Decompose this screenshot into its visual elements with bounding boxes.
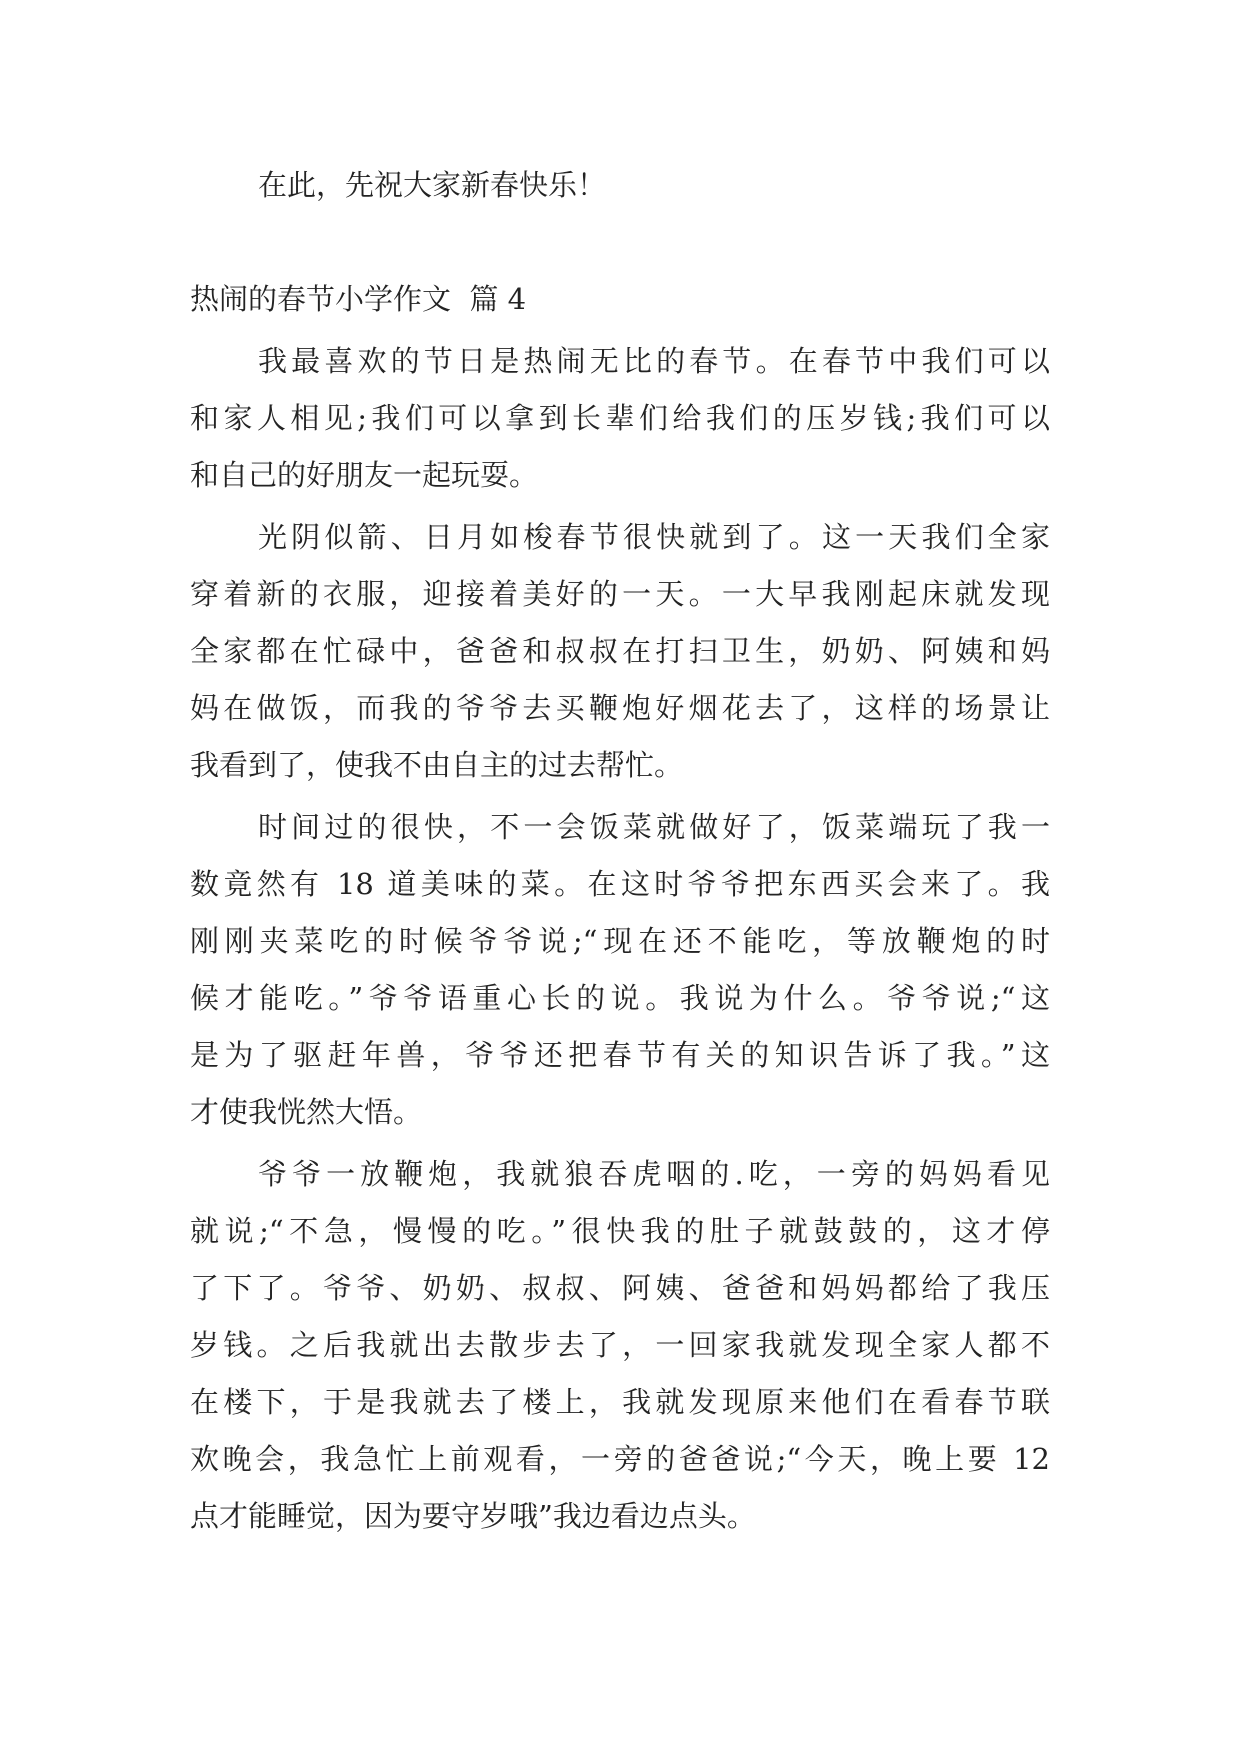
paragraph-line: 在楼下，于是我就去了楼上，我就发现原来他们在看春节联: [190, 1385, 1050, 1419]
paragraph-line: 我看到了，使我不由自主的过去帮忙。: [190, 748, 684, 782]
paragraph-line: 岁钱。之后我就出去散步去了，一回家我就发现全家人都不: [190, 1328, 1050, 1362]
greeting-paragraph: [190, 157, 1050, 214]
paragraph-2: [190, 509, 1050, 794]
paragraph-line: 爷爷一放鞭炮，我就狼吞虎咽的.吃，一旁的妈妈看见: [258, 1157, 1050, 1191]
paragraph-line: 全家都在忙碌中，爸爸和叔叔在打扫卫生，奶奶、阿姨和妈: [190, 634, 1050, 668]
paragraph-line: 时间过的很快，不一会饭菜就做好了，饭菜端玩了我一: [258, 810, 1050, 844]
paragraph-line: 候才能吃。”爷爷语重心长的说。我说为什么。爷爷说;“这: [190, 981, 1050, 1015]
paragraph-line: 和自己的好朋友一起玩耍。: [190, 458, 539, 492]
paragraph-line: 妈在做饭，而我的爷爷去买鞭炮好烟花去了，这样的场景让: [190, 691, 1050, 725]
paragraph-line: 刚刚夹菜吃的时候爷爷说;“现在还不能吃，等放鞭炮的时: [190, 924, 1050, 958]
paragraph-line: 了下了。爷爷、奶奶、叔叔、阿姨、爸爸和妈妈都给了我压: [190, 1271, 1050, 1305]
paragraph-line: 欢晚会，我急忙上前观看，一旁的爸爸说;“今天，晚上要 12: [190, 1442, 1050, 1476]
paragraph-line: 穿着新的衣服，迎接着美好的一天。一大早我刚起床就发现: [190, 577, 1050, 611]
paragraph-line: 就说;“不急，慢慢的吃。”很快我的肚子就鼓鼓的，这才停: [190, 1214, 1050, 1248]
greeting-line: 在此，先祝大家新春快乐！: [258, 168, 607, 202]
paragraph-line: 是为了驱赶年兽，爷爷还把春节有关的知识告诉了我。”这: [190, 1038, 1050, 1072]
paragraph-3: [190, 799, 1050, 1141]
paragraph-line: 点才能睡觉，因为要守岁哦”我边看边点头。: [190, 1499, 756, 1533]
paragraph-line: 数竟然有 18 道美味的菜。在这时爷爷把东西买会来了。我: [190, 867, 1050, 901]
paragraph-line: 我最喜欢的节日是热闹无比的春节。在春节中我们可以: [258, 344, 1050, 378]
paragraph-4: [190, 1146, 1050, 1545]
paragraph-line: 和家人相见;我们可以拿到长辈们给我们的压岁钱;我们可以: [190, 401, 1050, 435]
document-body: [190, 157, 1050, 1545]
paragraph-line: 才使我恍然大悟。: [190, 1095, 423, 1129]
paragraph-line: 光阴似箭、日月如梭春节很快就到了。这一天我们全家: [258, 520, 1050, 554]
paragraph-1: [190, 333, 1050, 504]
section-heading: 热闹的春节小学作文 篇 4: [190, 282, 527, 316]
